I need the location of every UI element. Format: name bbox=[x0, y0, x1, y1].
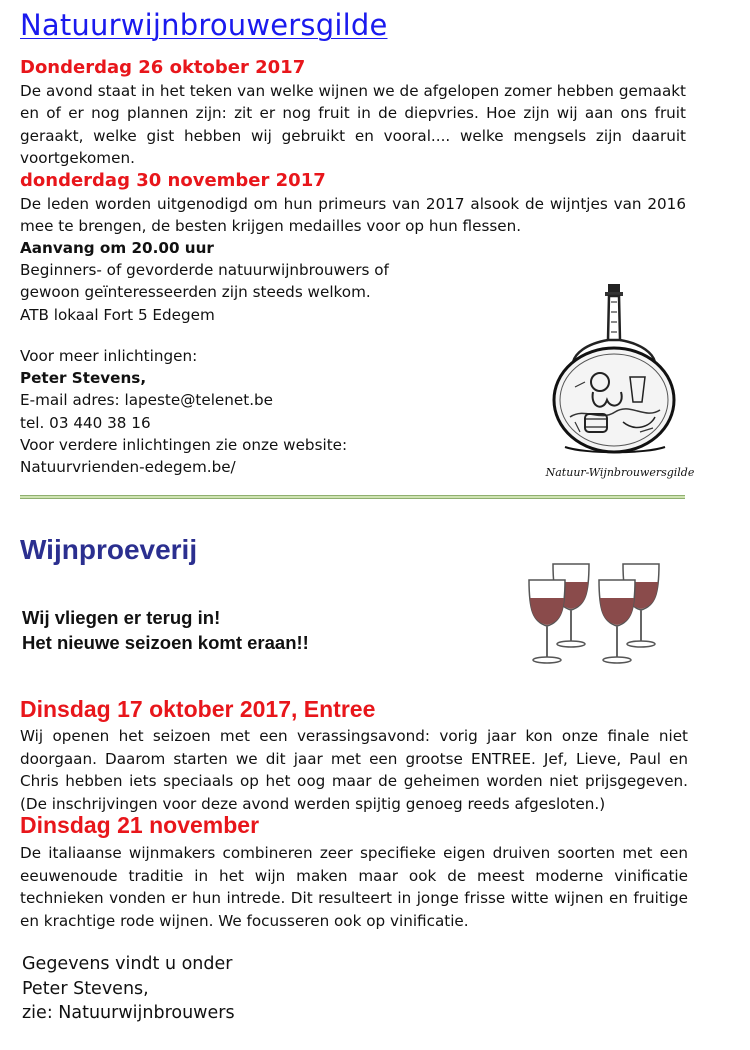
info-block bbox=[20, 237, 389, 326]
tagline-1: Wij vliegen er terug in! bbox=[22, 607, 221, 628]
website-intro: Voor verdere inlichtingen zie onze website: bbox=[20, 435, 348, 454]
logo-caption: Natuur-Wijnbrouwersgilde bbox=[545, 466, 695, 479]
contact-intro: Voor meer inlichtingen: bbox=[20, 347, 198, 365]
section-title-wijnproeverij: Wijnproeverij bbox=[20, 534, 198, 565]
event-heading-30-november: donderdag 30 november 2017 bbox=[20, 170, 326, 191]
footer-line: Peter Stevens, bbox=[22, 978, 149, 999]
section-title-natuurwijnbrouwersgilde[interactable]: Natuurwijnbrouwersgilde bbox=[20, 8, 388, 42]
wine-glasses-illustration bbox=[525, 550, 685, 670]
event-heading-26-oktober: Donderdag 26 oktober 2017 bbox=[20, 57, 306, 78]
website-link[interactable]: Natuurvrienden-edegem.be/ bbox=[20, 457, 236, 476]
event-heading-21-november: Dinsdag 21 november bbox=[20, 812, 260, 838]
footer-line: zie: Natuurwijnbrouwers bbox=[22, 1003, 235, 1023]
section-divider bbox=[20, 495, 685, 499]
contact-name: Peter Stevens, bbox=[20, 369, 147, 388]
wine-bottle-logo bbox=[545, 282, 695, 482]
contact-block bbox=[20, 345, 347, 478]
start-time: Aanvang om 20.00 uur bbox=[20, 239, 214, 257]
info-line: Beginners- of gevorderde natuurwijnbrouwers of bbox=[20, 261, 389, 280]
event-text-17-oktober: Wij openen het seizoen met een verassingsavond: vorig jaar kon onze finale niet doorgaan. Daarom starten we dit jaar met een grootse ENTREE. Jef, Lieve, Paul en Chris hebben iets speciaals op het oog maar de geheimen worden niet prijsgegeven. (De inschrijvingen voor deze avond werden spijtig genoeg reeds afgesloten.) bbox=[20, 727, 688, 813]
tagline-2: Het nieuwe seizoen komt eraan!! bbox=[22, 632, 309, 653]
event-text-21-november: De italiaanse wijnmakers combineren zeer specifieke eigen druiven soorten met een eeuwenoude traditie in het wijn maken maar ook de meest moderne vinificatie technieken vonden er hun intrede. Dit resulteert in jonge frisse witte wijnen en fruitige en krachtige rode wijnen. We focusseren ook op vinificatie. bbox=[20, 844, 688, 930]
footer-line: Gegevens vindt u onder bbox=[22, 954, 233, 974]
event-text-30-november: De leden worden uitgenodigd om hun primeurs van 2017 alsook de wijntjes van 2016 mee te brengen, de besten krijgen medailles voor op hun flessen. bbox=[20, 195, 686, 236]
event-text-26-oktober: De avond staat in het teken van welke wijnen we de afgelopen zomer hebben gemaakt en of er nog plannen zijn: zit er nog fruit in de diepvries. Hoe zijn wij aan ons fruit geraakt, welke gist hebben wij gebruikt en vooral.... welke mengsels zijn daaruit voortgekomen. bbox=[20, 82, 686, 167]
info-line: ATB lokaal Fort 5 Edegem bbox=[20, 305, 215, 324]
contact-phone: tel. 03 440 38 16 bbox=[20, 413, 151, 432]
contact-email[interactable]: E-mail adres: lapeste@telenet.be bbox=[20, 391, 274, 410]
footer-block bbox=[22, 952, 235, 1026]
event-heading-17-oktober: Dinsdag 17 oktober 2017, Entree bbox=[20, 696, 376, 722]
info-line: gewoon geïnteresseerden zijn steeds welkom. bbox=[20, 283, 371, 302]
